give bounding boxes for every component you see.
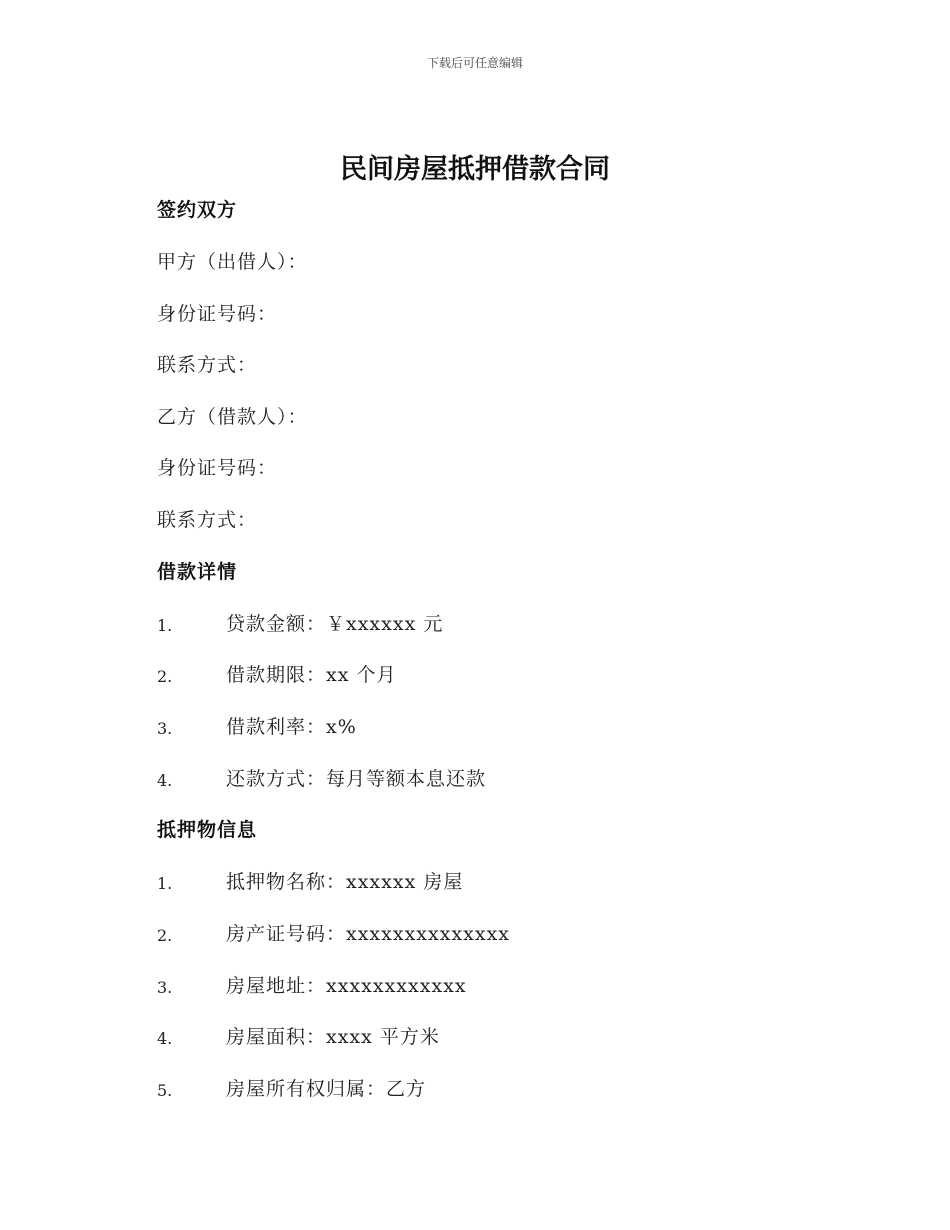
list-item-number: 5. bbox=[157, 1081, 173, 1100]
section-heading-loan: 借款详情 bbox=[157, 561, 238, 583]
section-heading-collateral: 抵押物信息 bbox=[157, 819, 258, 841]
list-item-number: 2. bbox=[157, 926, 173, 945]
party-a-contact-label: 联系方式： bbox=[157, 354, 258, 376]
list-item-number: 1. bbox=[157, 874, 173, 893]
party-b-label: 乙方（借款人）： bbox=[157, 406, 308, 428]
loan-term-item: 借款期限：xx 个月 bbox=[226, 664, 397, 686]
repayment-method-item: 还款方式：每月等额本息还款 bbox=[226, 768, 487, 790]
party-b-contact-label: 联系方式： bbox=[157, 509, 258, 531]
property-ownership-item: 房屋所有权归属：乙方 bbox=[226, 1078, 427, 1100]
list-item-number: 2. bbox=[157, 667, 173, 686]
section-heading-parties: 签约双方 bbox=[157, 199, 238, 221]
party-a-id-label: 身份证号码： bbox=[157, 303, 278, 325]
party-b-id-label: 身份证号码： bbox=[157, 457, 278, 479]
list-item-number: 1. bbox=[157, 616, 173, 635]
list-item-number: 4. bbox=[157, 771, 173, 790]
page-header-note: 下载后可任意编辑 bbox=[426, 56, 523, 70]
party-a-label: 甲方（出借人）： bbox=[157, 251, 308, 273]
property-address-item: 房屋地址：xxxxxxxxxxxx bbox=[226, 975, 467, 997]
document-title: 民间房屋抵押借款合同 bbox=[340, 154, 610, 185]
list-item-number: 3. bbox=[157, 719, 173, 738]
property-cert-item: 房产证号码：xxxxxxxxxxxxxx bbox=[226, 923, 511, 945]
loan-amount-item: 贷款金额：￥xxxxxx 元 bbox=[226, 613, 444, 635]
property-area-item: 房屋面积：xxxx 平方米 bbox=[226, 1026, 440, 1048]
collateral-name-item: 抵押物名称：xxxxxx 房屋 bbox=[226, 871, 464, 893]
loan-rate-item: 借款利率：x% bbox=[226, 716, 357, 738]
list-item-number: 4. bbox=[157, 1029, 173, 1048]
list-item-number: 3. bbox=[157, 978, 173, 997]
